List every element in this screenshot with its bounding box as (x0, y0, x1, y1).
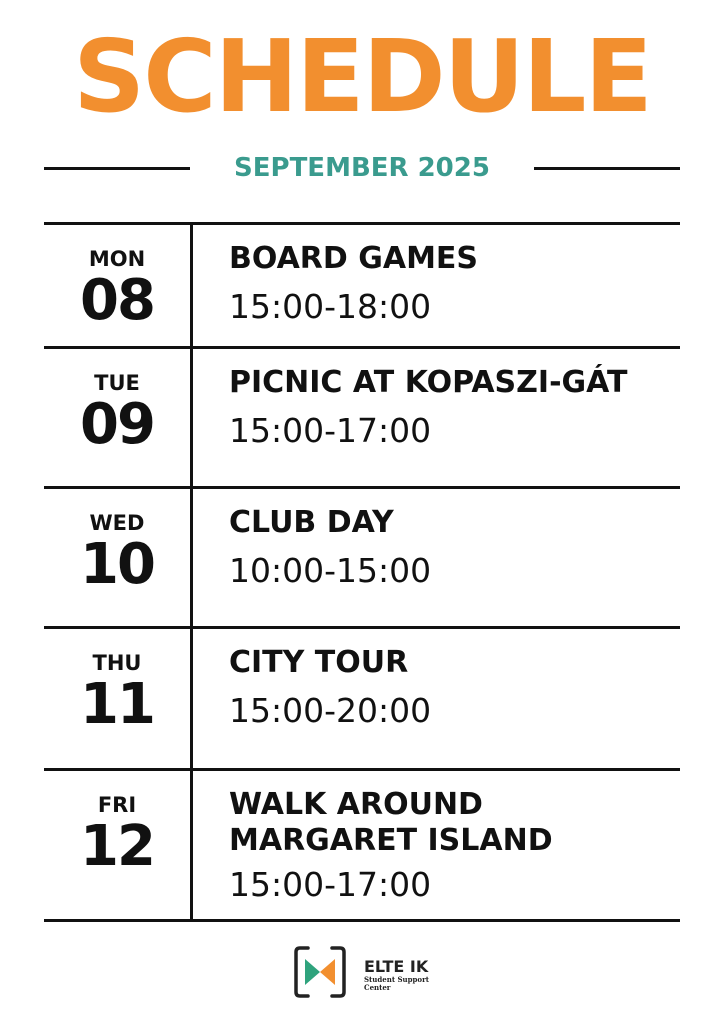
month-divider-right (534, 167, 680, 170)
event-time: 15:00-17:00 (229, 411, 432, 450)
event-name: WALK AROUND MARGARET ISLAND (229, 787, 553, 858)
event-time: 15:00-20:00 (229, 691, 432, 730)
day-of-week: WED (89, 511, 145, 535)
schedule-row-tue (44, 349, 680, 487)
event-time: 10:00-15:00 (229, 551, 432, 590)
day-number: 12 (80, 814, 154, 879)
day-of-week: THU (92, 651, 142, 675)
logo-subtitle-line1: Student Support (364, 975, 430, 984)
row-separator (44, 919, 680, 922)
event-name: BOARD GAMES (229, 241, 479, 276)
day-cell (44, 771, 190, 877)
day-of-week: MON (88, 247, 146, 271)
event-name: CITY TOUR (229, 645, 409, 680)
elte-ik-logo-icon (292, 944, 348, 1000)
schedule-title: SCHEDULE (73, 18, 651, 135)
event-cell (229, 771, 679, 905)
day-number: 08 (80, 268, 154, 333)
day-cell (44, 489, 190, 595)
event-cell (229, 349, 679, 451)
day-cell (44, 225, 190, 331)
event-cell (229, 629, 679, 731)
day-of-week: TUE (94, 371, 140, 395)
schedule-row-fri (44, 771, 680, 921)
day-of-week: FRI (97, 793, 137, 817)
day-number: 09 (80, 392, 154, 457)
elte-ik-logo (292, 944, 452, 1004)
day-number: 10 (80, 532, 154, 597)
event-cell (229, 489, 679, 591)
schedule-row-thu (44, 629, 680, 769)
logo-name: ELTE IK (364, 957, 429, 976)
month-header (44, 148, 680, 188)
month-label: SEPTEMBER 2025 (234, 153, 490, 183)
month-divider-left (44, 167, 190, 170)
event-time: 15:00-18:00 (229, 287, 432, 326)
day-number: 11 (80, 672, 154, 737)
event-name: PICNIC AT KOPASZI-GÁT (229, 365, 628, 400)
event-time: 15:00-17:00 (229, 865, 432, 904)
logo-subtitle-line2: Center (364, 983, 391, 992)
schedule-row-wed (44, 489, 680, 627)
schedule-row-mon (44, 225, 680, 347)
day-cell (44, 629, 190, 735)
event-name: CLUB DAY (229, 505, 394, 540)
logo-text (364, 958, 429, 992)
day-cell (44, 349, 190, 455)
event-cell (229, 225, 679, 327)
